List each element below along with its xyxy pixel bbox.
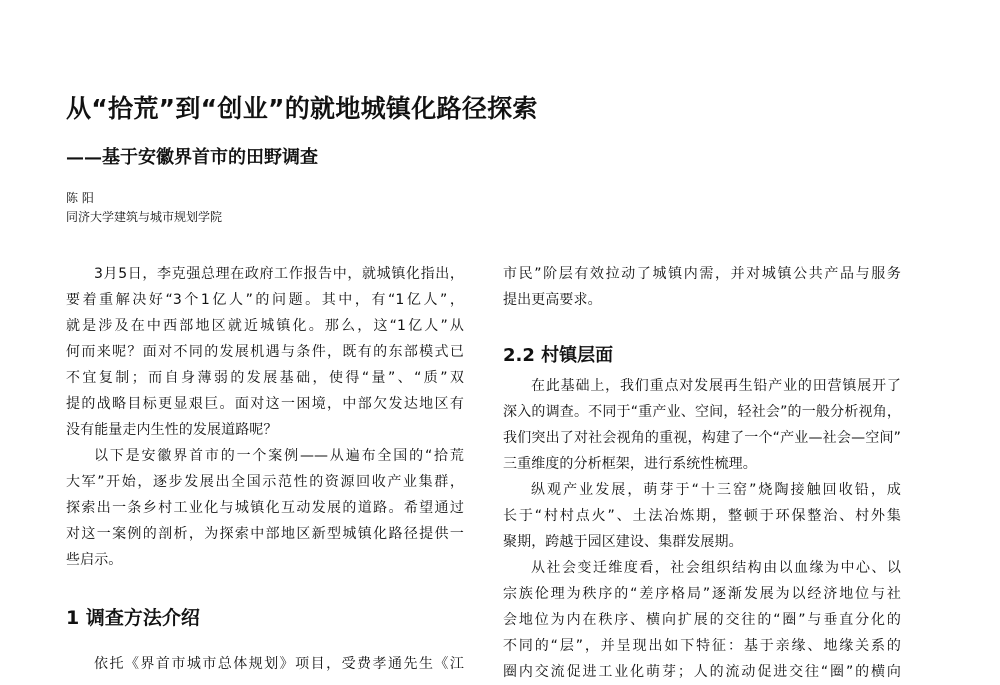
text-line: 我们突出了对社会视角的重视，构建了一个“产业—社会—空间” xyxy=(503,430,901,446)
text-line: 3月5日，李克强总理在政府工作报告中，就城镇化指出， xyxy=(94,266,464,282)
article-title: 从“拾荒”到“创业”的就地城镇化路径探索 xyxy=(66,94,538,123)
text-line: 何而来呢？面对不同的发展机遇与条件，既有的东部模式已 xyxy=(66,344,464,360)
author-affiliation: 同济大学建筑与城市规划学院 xyxy=(66,210,223,224)
right-column xyxy=(503,261,901,685)
text-line: 聚期，跨越于园区建设、集群发展期。 xyxy=(503,534,743,550)
article-subtitle: ——基于安徽界首市的田野调查 xyxy=(66,147,318,168)
paragraph xyxy=(66,443,464,573)
text-line: 提的战略目标更显艰巨。面对这一困境，中部欠发达地区有 xyxy=(66,396,464,412)
text-line: 些启示。 xyxy=(66,552,123,568)
text-line: 深入的调查。不同于“重产业、空间，轻社会”的一般分析视角， xyxy=(503,404,901,420)
spacer xyxy=(66,643,464,651)
text-line: 市民”阶层有效拉动了城镇内需，并对城镇公共产品与服务 xyxy=(503,266,901,282)
paragraph xyxy=(503,477,901,555)
text-line: 在此基础上，我们重点对发展再生铅产业的田营镇展开了 xyxy=(531,378,901,394)
text-line: 以下是安徽界首市的一个案例——从遍布全国的“拾荒 xyxy=(94,448,464,464)
text-line: 从社会变迁维度看，社会组织结构由以血缘为中心、以 xyxy=(531,560,901,576)
text-line: 大军”开始，逐步发展出全国示范性的资源回收产业集群， xyxy=(66,474,464,490)
subsection-heading: 2.2 村镇层面 xyxy=(503,345,614,366)
text-line: 没有能量走内生性的发展道路呢？ xyxy=(66,422,278,438)
text-line: 宗族伦理为秩序的“差序格局”逐渐发展为以经济地位与社 xyxy=(503,586,901,602)
text-line: 对这一案例的剖析，为探索中部地区新型城镇化路径提供一 xyxy=(66,526,464,542)
paragraph xyxy=(503,555,901,685)
text-line: 不同的“层”，并呈现出如下特征：基于亲缘、地缘关系的 xyxy=(503,638,901,654)
text-line: 会地位为内在秩序、横向扩展的交往的“圈”与垂直分化的 xyxy=(503,612,901,628)
section-heading: 1 调查方法介绍 xyxy=(66,607,200,629)
author-name: 陈 阳 xyxy=(66,191,94,205)
paragraph xyxy=(503,373,901,477)
text-line: 长于“村村点火”、土法冶炼期，整顿于环保整治、村外集 xyxy=(503,508,901,524)
paragraph xyxy=(503,261,901,313)
text-line: 不宜复制；而自身薄弱的发展基础，使得“量”、“质”双 xyxy=(66,370,464,386)
text-line: 依托《界首市城市总体规划》项目，受费孝通先生《江 xyxy=(94,656,464,672)
paragraph xyxy=(66,651,464,677)
text-line: 要着重解决好“3个1亿人”的问题。其中，有“1亿人”， xyxy=(66,292,464,308)
paragraph xyxy=(66,261,464,443)
text-line: 探索出一条乡村工业化与城镇化互动发展的道路。希望通过 xyxy=(66,500,464,516)
text-line: 提出更高要求。 xyxy=(503,292,602,308)
left-column xyxy=(66,261,464,677)
text-line: 三重维度的分析框架，进行系统性梳理。 xyxy=(503,456,757,472)
text-line: 纵观产业发展，萌芽于“十三窑”烧陶接触回收铅，成 xyxy=(531,482,901,498)
spacer xyxy=(503,313,901,339)
text-line: 圈内交流促进工业化萌芽；人的流动促进交往“圈”的横向 xyxy=(503,664,901,680)
spacer xyxy=(66,573,464,599)
text-line: 就是涉及在中西部地区就近城镇化。那么，这“1亿人”从 xyxy=(66,318,464,334)
